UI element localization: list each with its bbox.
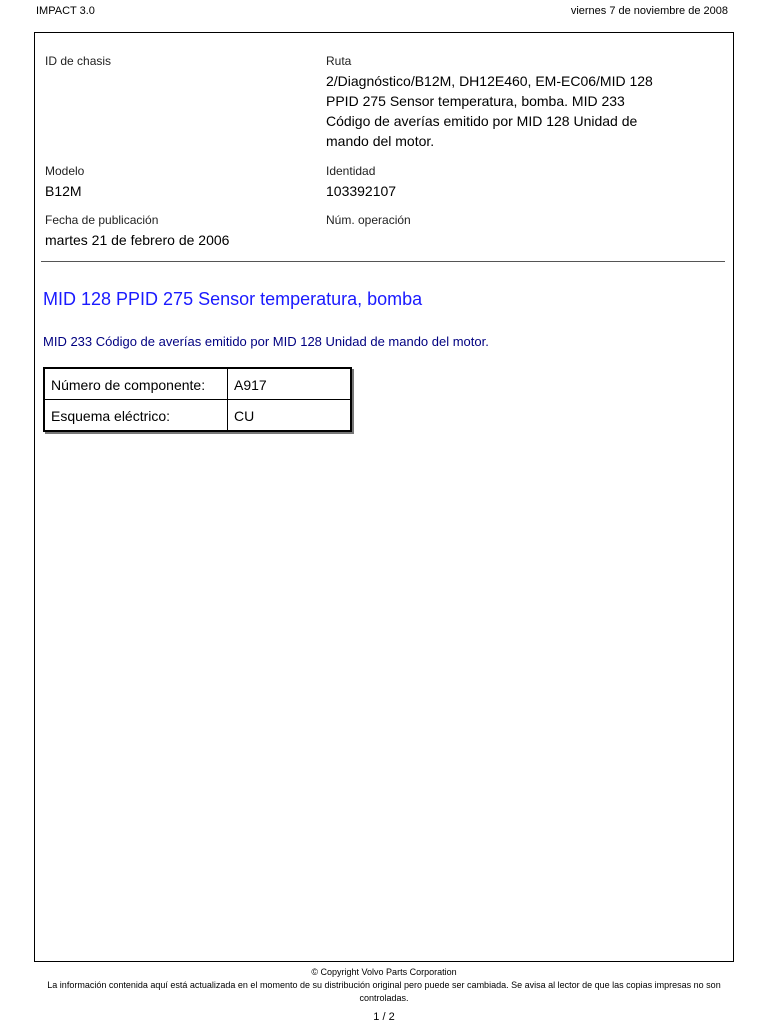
section-divider <box>41 261 725 262</box>
chassis-id-label: ID de chasis <box>45 54 112 68</box>
model-value: B12M <box>45 183 82 199</box>
document-frame <box>34 32 734 962</box>
model-label: Modelo <box>45 164 85 178</box>
operation-number-label: Núm. operación <box>326 213 411 227</box>
document-subtitle: MID 233 Código de averías emitido por MID 128 Unidad de mando del motor. <box>43 334 489 349</box>
component-number-value: A917 <box>228 368 352 400</box>
page-footer <box>34 966 734 1024</box>
identity-value: 103392107 <box>326 183 397 199</box>
wiring-diagram-key: Esquema eléctrico: <box>44 400 228 432</box>
copyright-notice: © Copyright Volvo Parts Corporation <box>311 967 457 977</box>
wiring-diagram-value: CU <box>228 400 352 432</box>
route-label: Ruta <box>326 54 352 68</box>
component-number-key: Número de componente: <box>44 368 228 400</box>
page-header <box>36 4 728 18</box>
disclaimer-text: La información contenida aquí está actualizada en el momento de su distribución original pero puede ser cambiada. Se avisa al lector de que las copias impresas no son controladas. <box>47 980 721 1003</box>
table-row <box>44 400 351 432</box>
table-row <box>44 368 351 400</box>
document-title: MID 128 PPID 275 Sensor temperatura, bomba <box>43 289 423 309</box>
page-number: 1 / 2 <box>373 1011 395 1023</box>
identity-label: Identidad <box>326 164 376 178</box>
publication-date-label: Fecha de publicación <box>45 213 159 227</box>
publication-date-value: martes 21 de febrero de 2006 <box>45 232 230 248</box>
component-table <box>43 367 352 432</box>
app-name: IMPACT 3.0 <box>36 5 95 17</box>
route-value: 2/Diagnóstico/B12M, DH12E460, EM-EC06/MID 128 PPID 275 Sensor temperatura, bomba. MID 233 Código de averías emitido por MID 128 Unidad de mando del motor. <box>326 73 653 149</box>
print-date: viernes 7 de noviembre de 2008 <box>570 5 728 17</box>
